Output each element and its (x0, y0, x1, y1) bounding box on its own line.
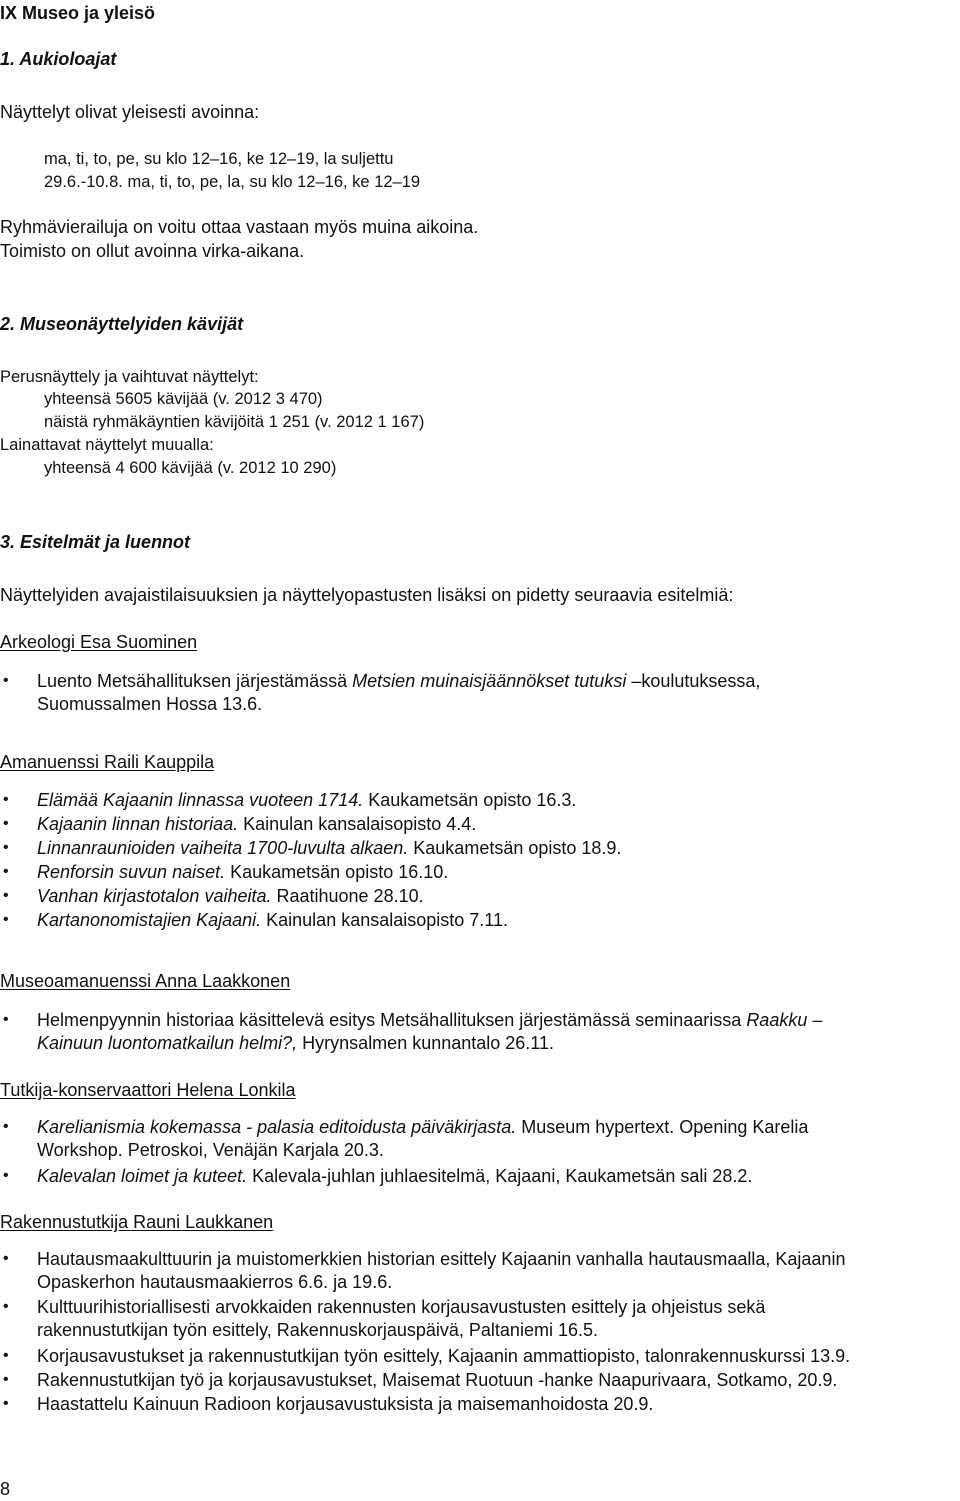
lecture-venue: Kaukametsän opisto 16.3. (363, 790, 577, 810)
bullet-icon: • (3, 1011, 9, 1028)
lecture-text: Opaskerhon hautausmaakierros 6.6. ja 19.6. (37, 1272, 393, 1292)
lecture-text: Rakennustutkijan työ ja korjausavustukset, Maisemat Ruotuun -hanke Naapurivaara, Sotkamo, 20.9. (37, 1370, 838, 1390)
bullet-icon: • (3, 863, 9, 880)
bullet-icon: • (3, 1167, 9, 1184)
loan-exhibitions-line: Lainattavat näyttelyt muualla: (0, 436, 214, 454)
lecture-text: rakennustutkijan työn esittely, Rakennuskorjauspäivä, Paltaniemi 16.5. (37, 1320, 598, 1340)
list-item (0, 1116, 960, 1160)
list-item (0, 1296, 960, 1340)
bullet-icon: • (3, 839, 9, 856)
list-item (0, 1369, 960, 1391)
visitors-total: yhteensä 5605 kävijää (v. 2012 3 470) (44, 390, 323, 408)
lecture-venue: Kainulan kansalaisopisto 4.4. (238, 814, 477, 834)
section-heading-visitors: 2. Museonäyttelyiden kävijät (0, 314, 244, 334)
visitors-line: Perusnäyttely ja vaihtuvat näyttelyt: (0, 368, 259, 386)
bullet-icon: • (3, 1118, 9, 1135)
lecture-text: Luento Metsähallituksen järjestämässä (37, 671, 353, 691)
lecture-text: –koulutuksessa, (626, 671, 761, 691)
bullet-icon: • (3, 1371, 9, 1388)
lecture-text: Haastattelu Kainuun Radioon korjausavustuksista ja maisemanhoidosta 20.9. (37, 1394, 654, 1414)
speaker-name: Amanuenssi Raili Kauppila (0, 752, 215, 772)
lecture-venue: Suomussalmen Hossa 13.6. (37, 694, 263, 714)
bullet-icon: • (3, 1298, 9, 1315)
opening-hours-intro: Näyttelyt olivat yleisesti avoinna: (0, 102, 260, 122)
bullet-icon: • (3, 1347, 9, 1364)
bullet-icon: • (3, 815, 9, 832)
visitors-groups: näistä ryhmäkäyntien kävijöitä 1 251 (v. 2012 1 167) (44, 413, 425, 431)
group-visits-note: Ryhmävierailuja on voitu ottaa vastaan myös muina aikoina. (0, 217, 479, 237)
list-item (0, 1248, 960, 1292)
speaker-name: Tutkija-konservaattori Helena Lonkila (0, 1080, 296, 1100)
lecture-title: Kartanonomistajien Kajaani. (37, 910, 262, 930)
bullet-icon: • (3, 911, 9, 928)
bullet-icon: • (3, 1250, 9, 1267)
lecture-title: Raakku – (746, 1010, 823, 1030)
lecture-text: Korjausavustukset ja rakennustutkijan työn esittely, Kajaanin ammattiopisto, talonrakennuskurssi 13.9. (37, 1346, 851, 1366)
lecture-title: Renforsin suvun naiset. (37, 862, 226, 882)
lecture-venue: Hyrynsalmen kunnantalo 26.11. (297, 1033, 554, 1053)
list-item (0, 1345, 960, 1367)
lecture-title: Karelianismia kokemassa - palasia editoidusta päiväkirjasta. (37, 1117, 517, 1137)
lecture-venue: Kalevala-juhlan juhlaesitelmä, Kajaani, Kaukametsän sali 28.2. (247, 1166, 753, 1186)
lecture-text: Kulttuurihistoriallisesti arvokkaiden rakennusten korjausavustusten esittely ja ohjeistus sekä (37, 1297, 766, 1317)
lecture-venue: Workshop. Petroskoi, Venäjän Karjala 20.3. (37, 1140, 384, 1160)
lecture-venue: Museum hypertext. Opening Karelia (516, 1117, 809, 1137)
list-item (0, 670, 960, 714)
lecture-venue: Raatihuone 28.10. (271, 886, 424, 906)
lecture-title: Kainuun luontomatkailun helmi?, (37, 1033, 298, 1053)
speaker-name: Museoamanuenssi Anna Laakkonen (0, 971, 291, 991)
loan-exhibitions-total: yhteensä 4 600 kävijää (v. 2012 10 290) (44, 459, 337, 477)
lecture-text: Helmenpyynnin historiaa käsittelevä esitys Metsähallituksen järjestämässä seminaarissa (37, 1010, 747, 1030)
opening-hours-line: ma, ti, to, pe, su klo 12–16, ke 12–19, la suljettu (44, 150, 394, 168)
bullet-icon: • (3, 791, 9, 808)
chapter-title: IX Museo ja yleisö (0, 3, 156, 23)
list-item (0, 1393, 960, 1415)
bullet-icon: • (3, 1395, 9, 1412)
opening-hours-summer-line: 29.6.-10.8. ma, ti, to, pe, la, su klo 12–16, ke 12–19 (44, 173, 421, 191)
lecture-title: Kalevalan loimet ja kuteet. (37, 1166, 248, 1186)
lecture-venue: Kaukametsän opisto 18.9. (408, 838, 622, 858)
bullet-icon: • (3, 672, 9, 689)
speaker-name: Rakennustutkija Rauni Laukkanen (0, 1212, 274, 1232)
list-item (0, 1165, 960, 1187)
office-hours-note: Toimisto on ollut avoinna virka-aikana. (0, 241, 305, 261)
lecture-text: Hautausmaakulttuurin ja muistomerkkien historian esittely Kajaanin vanhalla hautausmaalla, Kajaanin (37, 1249, 846, 1269)
speaker-name: Arkeologi Esa Suominen (0, 632, 198, 652)
lecture-title: Kajaanin linnan historiaa. (37, 814, 239, 834)
lecture-title: Metsien muinaisjäännökset tutuksi (352, 671, 627, 691)
lecture-venue: Kaukametsän opisto 16.10. (225, 862, 449, 882)
list-item (0, 1009, 960, 1053)
page-number: 8 (0, 1479, 11, 1499)
lecture-venue: Kainulan kansalaisopisto 7.11. (261, 910, 508, 930)
lecture-title: Elämää Kajaanin linnassa vuoteen 1714. (37, 790, 364, 810)
lecture-title: Vanhan kirjastotalon vaiheita. (37, 886, 272, 906)
lecture-title: Linnanraunioiden vaiheita 1700-luvulta alkaen. (37, 838, 409, 858)
section-heading-opening-hours: 1. Aukioloajat (0, 49, 117, 69)
lectures-intro: Näyttelyiden avajaistilaisuuksien ja näyttelyopastusten lisäksi on pidetty seuraavia esitelmiä: (0, 585, 734, 605)
section-heading-lectures: 3. Esitelmät ja luennot (0, 532, 191, 552)
bullet-icon: • (3, 887, 9, 904)
